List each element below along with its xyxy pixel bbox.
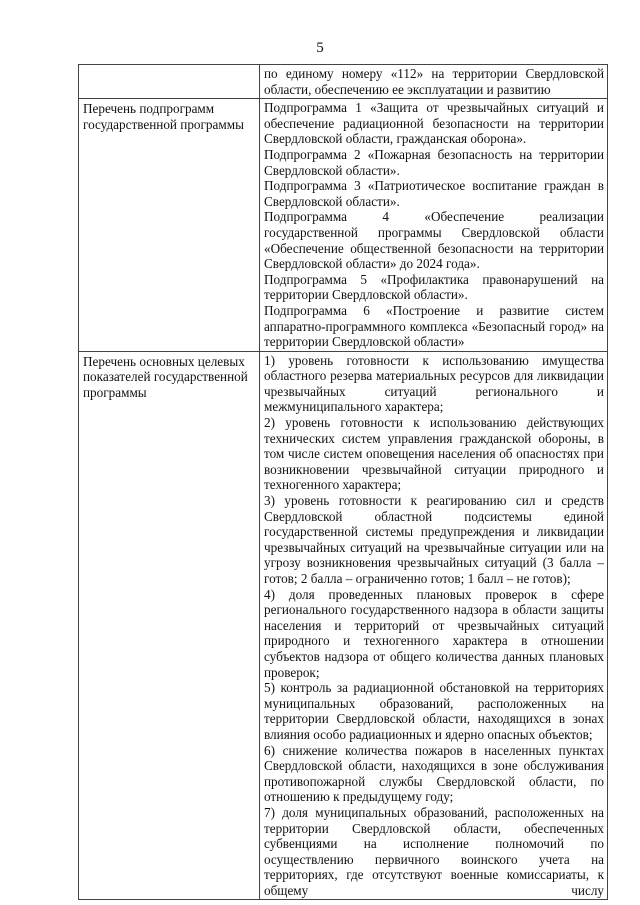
program-passport-table xyxy=(78,64,608,900)
indicator-6: 6) снижение количества пожаров в населенных пунктах Свердловской области, находящихся в зоне обслуживания противопожарной службы Свердловской области, по отношению к предыдущему году; xyxy=(264,742,604,805)
row-content xyxy=(260,351,608,900)
table-row xyxy=(79,99,608,352)
subprogram-6: Подпрограмма 6 «Построение и развитие систем аппаратно-программного комплекса «Безопасный город» на территории Свердловской области» xyxy=(264,302,604,350)
row-label xyxy=(79,65,260,99)
table-row xyxy=(79,65,608,99)
subprogram-3: Подпрограмма 3 «Патриотическое воспитание граждан в Свердловской области». xyxy=(264,178,604,209)
page-number: 5 xyxy=(316,40,324,56)
row-content xyxy=(260,99,608,352)
row-content xyxy=(260,65,608,99)
subprogram-1: Подпрограмма 1 «Защита от чрезвычайных ситуаций и обеспечение радиационной безопасности на территории Свердловской области, гражданская оборона». xyxy=(264,100,604,147)
row-label: Перечень подпрограмм государственной программы xyxy=(79,99,260,352)
indicator-4: 4) доля проведенных плановых проверок в сфере регионального государственного надзора в области защиты населения и территорий от чрезвычайных ситуаций природного и техногенного характера в отношении субъектов надзора от общего количества данных плановых проверок; xyxy=(264,586,604,680)
subprogram-2: Подпрограмма 2 «Пожарная безопасность на территории Свердловской области». xyxy=(264,146,604,178)
table-row xyxy=(79,351,608,900)
subprogram-5: Подпрограмма 5 «Профилактика правонарушений на территории Свердловской области». xyxy=(264,271,604,303)
indicator-1: 1) уровень готовности к использованию имущества областного резерва материальных ресурсов для ликвидации чрезвычайных ситуаций регионального и межмуниципального характера; xyxy=(264,352,604,415)
indicator-7: 7) доля муниципальных образований, расположенных на территории Свердловской области, обеспеченных субвенциями на исполнение полномочий по осуществлению первичного воинского учета на территориях, где отсутствуют военные комиссариаты, к общему числу xyxy=(264,804,604,898)
indicator-5: 5) контроль за радиационной обстановкой на территориях муниципальных образований, расположенных на территории Свердловской области, находящихся в зонах влияния особо радиационных и ядерно опасных объектов; xyxy=(264,680,604,742)
paragraph: по единому номеру «112» на территории Свердловской области, обеспечению ее эксплуатации и развитию xyxy=(264,66,604,97)
indicator-3: 3) уровень готовности к реагированию сил и средств Свердловской областной подсистемы единой государственной системы предупреждения и ликвидации чрезвычайных ситуаций на чрезвычайные ситуации или на угрозу возникновения чрезвычайных ситуаций (3 балла – готов; 2 балла – ограниченно готов; 1 балл – не готов); xyxy=(264,493,604,586)
indicator-2: 2) уровень готовности к использованию действующих технических систем управления гражданской обороны, в том числе систем оповещения населения об опасностях при возникновении чрезвычайной ситуации природного и техногенного характера; xyxy=(264,415,604,493)
subprogram-4: Подпрограмма 4 «Обеспечение реализации государственной программы Свердловской области «Обеспечение общественной безопасности на территории Свердловской области» до 2024 года». xyxy=(264,209,604,272)
row-label: Перечень основных целевых показателей государственной программы xyxy=(79,351,260,900)
